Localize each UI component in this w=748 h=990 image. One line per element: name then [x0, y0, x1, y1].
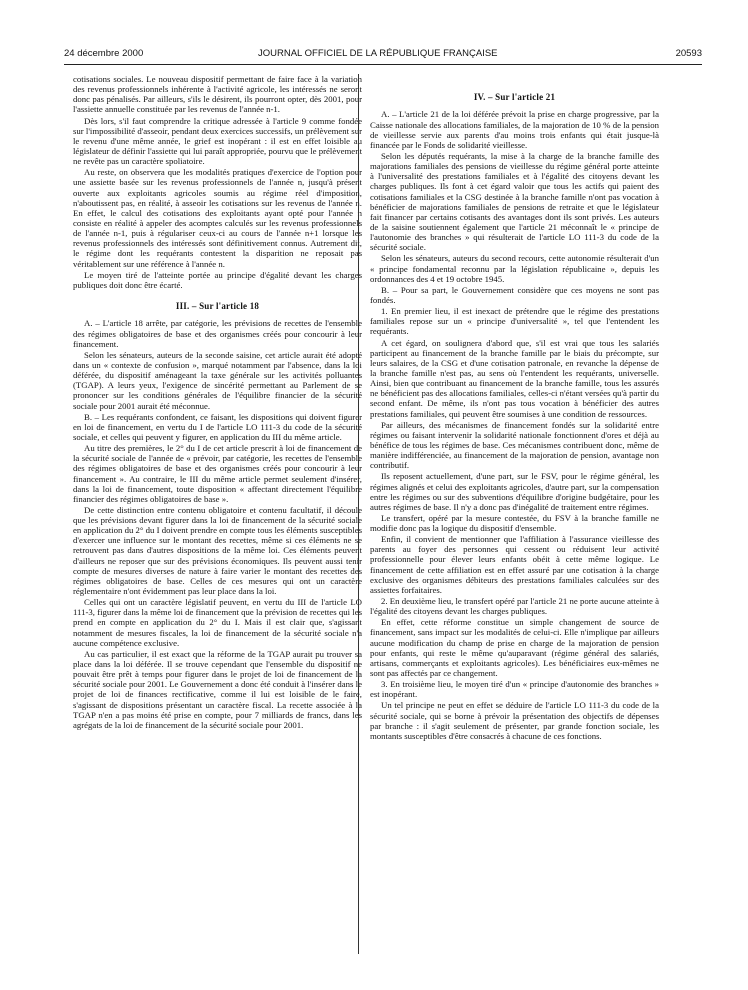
- paragraph: A. – L'article 18 arrête, par catégorie, les prévisions de recettes de l'ensemble des régimes obligatoires de base et des organismes créés pour concourir à leur financement.: [73, 318, 362, 349]
- paragraph: B. – Pour sa part, le Gouvernement considère que ces moyens ne sont pas fondés.: [370, 284, 659, 305]
- right-column: [370, 74, 659, 954]
- paragraph: Selon les sénateurs, auteurs de la seconde saisine, cet article aurait été adopté dans un « contexte de confusion », marqué notamment par l'absence, dans la loi déférée, du dispositif aménageant la taxe générale sur les activités polluantes (TGAP). A leurs yeux, l'exigence de sincérité permettant au Parlement de se prononcer sur les conditions générales de l'équilibre financier de la sécurité sociale pour 2001 aurait été méconnue.: [73, 349, 362, 411]
- column-divider: [358, 74, 359, 954]
- paragraph: Au reste, on observera que les modalités pratiques d'exercice de l'option pour une assiette basée sur les revenus professionnels de l'année n, jusqu'à présent ouverte aux exploitants agricoles soumis au régime réel d'imposition, n'aboutissent pas, en réalité, à asseoir les cotisations sur les revenus de l'année n. En effet, le calcul des cotisations des exploitants ayant opté pour l'année n consiste en réalité à appeler des acomptes calculés sur les revenus professionnels de l'année n-1, puis à régulariser ceux-ci au cours de l'année n+1 lorsque les revenus professionnels des intéressés sont définitivement connus. Autrement dit, le régime dont les requérants contestent la disparition ne reposait pas véritablement sur une référence à l'année n.: [73, 167, 362, 269]
- section-heading: IV. – Sur l'article 21: [473, 92, 556, 102]
- paragraph: Au titre des premières, le 2° du I de cet article prescrit à loi de financement de la sécurité sociale de l'année de « prévoir, par catégorie, les recettes de l'ensemble des régimes obligatoires de base et des organismes créés pour concourir à leur financement ». Au contraire, le III du même article permet seulement d'insérer, dans la loi de financement, toute disposition « affectant directement l'équilibre financier des régimes obligatoires de base ».: [73, 443, 362, 504]
- paragraph: 1. En premier lieu, il est inexact de prétendre que le régime des prestations familiales repose sur un « principe d'universalité », tel que l'entendent les requérants.: [370, 306, 659, 337]
- paragraph: Le moyen tiré de l'atteinte portée au principe d'égalité devant les charges publiques doit donc être écarté.: [73, 269, 362, 290]
- left-column: [73, 74, 362, 954]
- header-rule: [64, 64, 702, 65]
- paragraph: A. – L'article 21 de la loi déférée prévoit la prise en charge progressive, par la Caisse nationale des allocations familiales, de la majoration de 10 % de la pension de vieillesse servie aux parents d'au moins trois enfants qui était jusque-là financée par le Fonds de solidarité vieillesse.: [370, 109, 659, 150]
- paragraph: A cet égard, on soulignera d'abord que, s'il est vrai que tous les salariés participent au financement de la branche famille par le biais du précompte, sur leurs salaires, de la CSG et d'une cotisation patronale, en revanche la dépense de la branche famille n'est pas, au sens où l'entendent les requérants, universelle. Ainsi, bien que contribuant au financement de la branche famille, tous les assurés ne bénéficient pas des allocations familiales, celles-ci n'étant versées qu'à partir du second enfant. De même, ils n'ont pas tous vocation à bénéficier des autres prestations familiales, qui peuvent être soumises à une condition de ressources.: [370, 337, 659, 419]
- paragraph: Ils reposent actuellement, d'une part, sur le FSV, pour le régime général, les régimes alignés et celui des exploitants agricoles, d'autre part, sur la compensation entre les régimes ou sur des subventions d'équilibre d'origine budgétaire, pour les autres régimes de base. Il n'y a donc pas d'inégalité de traitement entre régimes.: [370, 471, 659, 512]
- header-date: 24 décembre 2000: [64, 48, 144, 59]
- header-journal-title: JOURNAL OFFICIEL DE LA RÉPUBLIQUE FRANÇAISE: [258, 48, 498, 59]
- section-heading: III. – Sur l'article 18: [175, 300, 260, 311]
- paragraph: Selon les sénateurs, auteurs du second recours, cette autonomie résulterait d'un « principe fondamental reconnu par la législation républicaine », depuis les ordonnances des 4 et 19 octobre 1945.: [370, 253, 659, 284]
- paragraph: Dès lors, s'il faut comprendre la critique adressée à l'article 9 comme fondée sur l'impossibilité d'asseoir, pendant deux exercices successifs, un prélèvement sur le revenu d'une même année, le grief est inopérant : il est en effet loisible au législateur de définir l'assiette qui lui paraît appropriée, pourvu que le prélèvement ne revête pas un caractère spoliatoire.: [73, 115, 362, 167]
- paragraph: Le transfert, opéré par la mesure contestée, du FSV à la branche famille ne modifie donc pas la logique du dispositif d'ensemble.: [370, 512, 659, 534]
- paragraph: Par ailleurs, des mécanismes de financement fondés sur la solidarité entre régimes ou faisant intervenir la solidarité nationale fonctionnent d'ores et déjà au bénéfice de tous les régimes de base. Ces mécanismes contribuent donc, même de manière indifférenciée, au financement de la majoration de pension, avantage non contributif.: [370, 419, 659, 471]
- paragraph: 2. En deuxième lieu, le transfert opéré par l'article 21 ne porte aucune atteinte à l'égalité des citoyens devant les charges publiques.: [370, 596, 659, 617]
- paragraph: B. – Les requérants confondent, ce faisant, les dispositions qui doivent figurer en loi de financement, en vertu du I de l'article LO 111-3 du code de la sécurité sociale, et celles qui peuvent y figurer, en application du III du même article.: [73, 411, 362, 442]
- paragraph: Un tel principe ne peut en effet se déduire de l'article LO 111-3 du code de la sécurité sociale, qui se borne à prévoir la présentation des objectifs de dépenses par branche : il s'agit seulement de présenter, par grande fonction sociale, les montants susceptibles d'être consacrés à chacune de ces fonctions.: [370, 700, 659, 741]
- paragraph: En effet, cette réforme constitue un simple changement de source de financement, sans impact sur les modalités de celui-ci. Elle n'implique par ailleurs aucune modification du champ de prise en charge de la majoration de pension pour enfants, qui reste le même qu'auparavant (régime général des salariés, artisans, commerçants et exploitants agricoles). Les bénéficiaires eux-mêmes ne sont pas affectés par ce changement.: [370, 617, 659, 679]
- page-header: [64, 48, 702, 62]
- header-page-number: 20593: [675, 48, 702, 59]
- paragraph: Celles qui ont un caractère législatif peuvent, en vertu du III de l'article LO 111-3, figurer dans la même loi de financement que la prévision de recettes qui les prend en compte en application du 2° du I. Mais il est clair que, s'agissant notamment de mesures fiscales, la loi de financement de la sécurité sociale n'a aucune compétence exclusive.: [73, 597, 362, 648]
- paragraph: Enfin, il convient de mentionner que l'affiliation à l'assurance vieillesse des parents au foyer des personnes qui cessent ou réduisent leur activité professionnelle pour élever leurs enfants obéit à cette même logique. Le financement de cette affiliation est en effet assuré par une cotisation à la charge exclusive des organismes débiteurs des prestations familiales calculées sur des assiettes forfaitaires.: [370, 534, 659, 595]
- paragraph: De cette distinction entre contenu obligatoire et contenu facultatif, il découle que les prévisions devant figurer dans la loi de financement de la sécurité sociale en application du 2° du I doivent prendre en compte tous les éléments susceptibles d'exercer une influence sur le montant des recettes, même si ces éléments ne se retrouvent pas dans d'autres dispositions de la même loi. Ces éléments peuvent d'ailleurs ne reposer que sur des prévisions économiques. Ils peuvent aussi tenir compte de mesures diverses de nature à faire varier le montant des recettes des régimes obligatoires de base. Celles de ces mesures qui ont un caractère réglementaire n'ont évidemment pas leur place dans la loi.: [73, 504, 362, 597]
- paragraph: 3. En troisième lieu, le moyen tiré d'un « principe d'autonomie des branches » est inopérant.: [370, 679, 659, 700]
- paragraph: cotisations sociales. Le nouveau dispositif permettant de faire face à la variation des revenus professionnels inhérente à l'activité agricole, les intéressés ne seront donc pas pénalisés. Par ailleurs, s'ils le désirent, ils pourront opter, dès 2001, pour l'assiette annuelle constituée par les revenus de l'année n-1.: [73, 74, 362, 115]
- paragraph: Au cas particulier, il est exact que la réforme de la TGAP aurait pu trouver sa place dans la loi déférée. Il se trouve cependant que l'ensemble du dispositif ne pouvait être prêt à temps pour figurer dans le projet de loi de financement de la sécurité sociale pour 2001. Le Gouvernement a donc été conduit à l'insérer dans le projet de loi de finances rectificative, comme il lui est loisible de le faire, s'agissant de dispositions présentant un caractère fiscal. La recette associée à la TGAP n'en a pas moins été prise en compte, pour 7 milliards de francs, dans les agrégats de la loi de financement de la sécurité sociale pour 2001.: [73, 648, 362, 730]
- paragraph: Selon les députés requérants, la mise à la charge de la branche famille des majorations familiales des pensions de vieillesse du régime général porte atteinte à l'universalité des prestations familiales et à l'égalité des citoyens devant les charges publiques. Ils font à cet égard valoir que tous les actifs qui paient des cotisations familiales et la CSG destinée à la branche famille n'ont pas vocation à bénéficier de majorations familiales de pensions de retraite et que le législateur fait financer par certains cotisants des avantages dont ils sont privés. Les auteurs de la saisine soutiennent également que l'article 21 méconnaît le « principe de l'autonomie des branches » qui résulterait de l'article LO 111-3 du code de la sécurité sociale.: [370, 151, 659, 253]
